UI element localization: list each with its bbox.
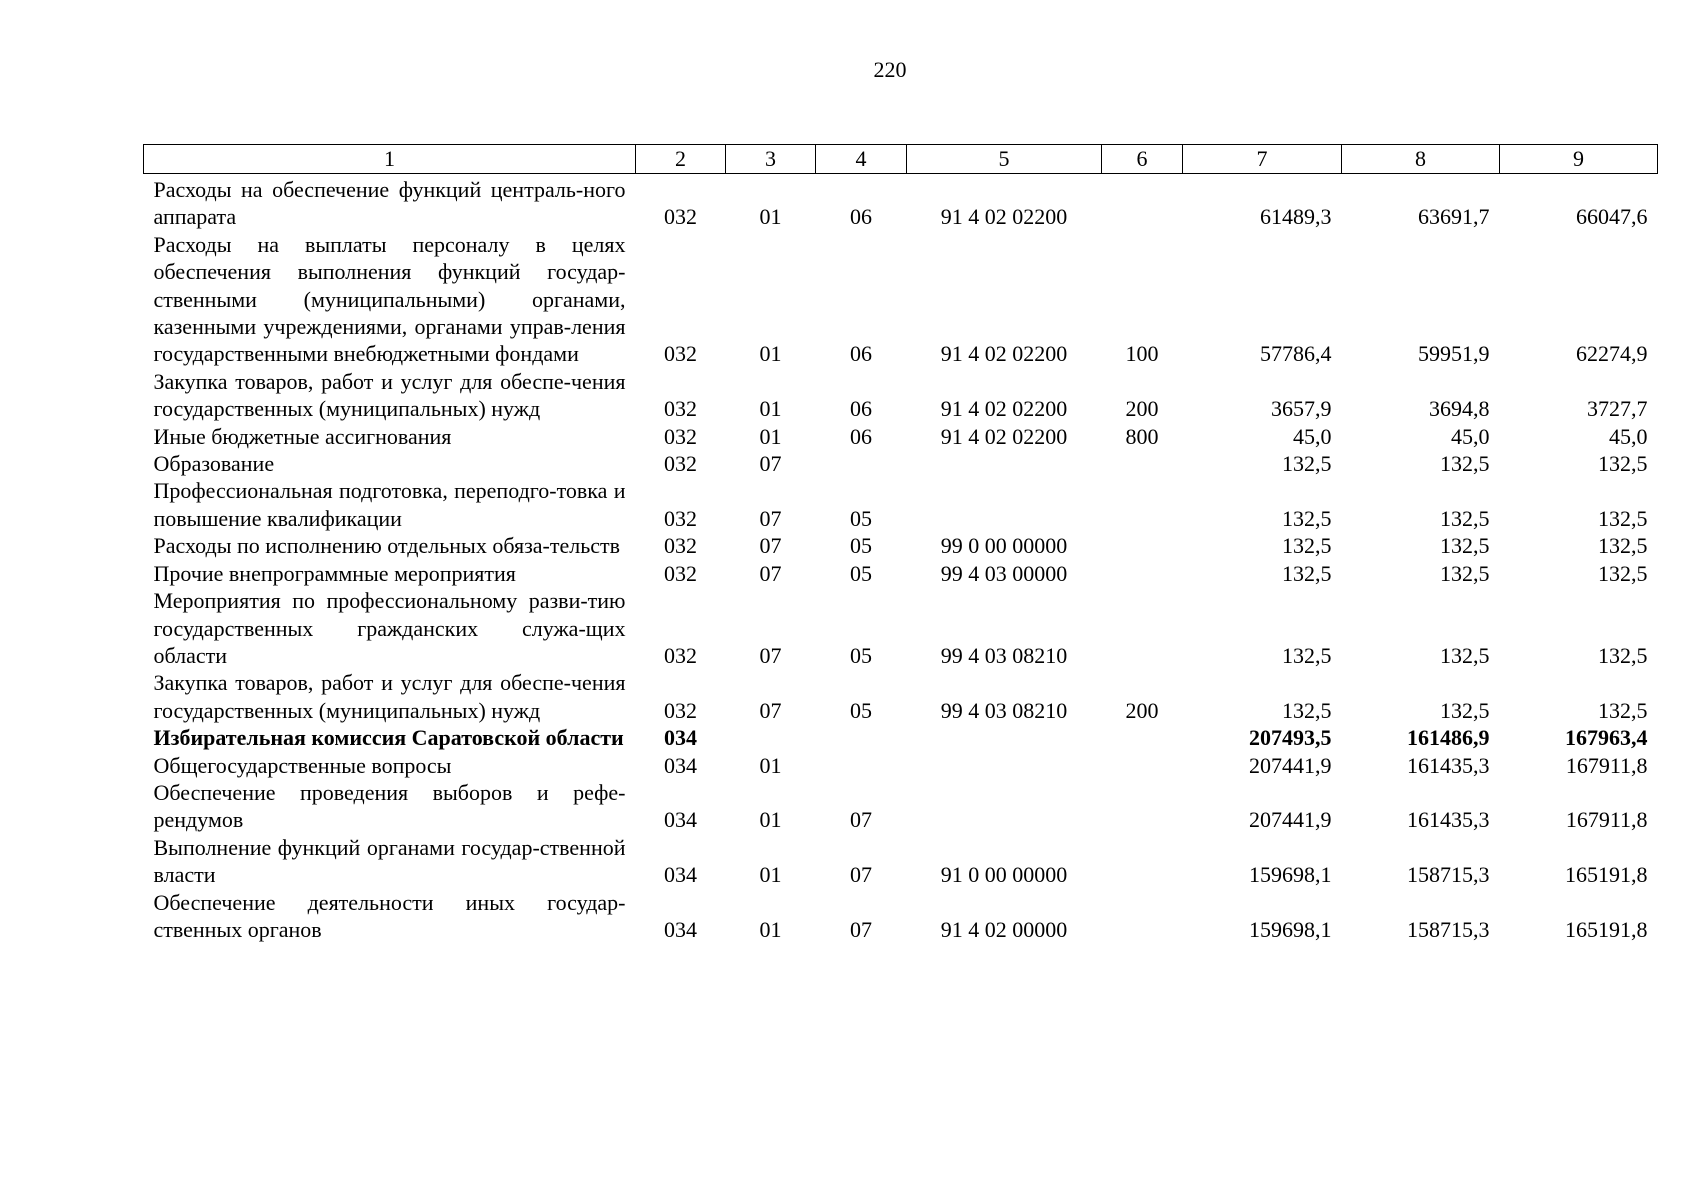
cell-amount-year-2: 158715,3	[1407, 916, 1490, 942]
table-row	[144, 752, 1658, 779]
table-row	[144, 368, 1658, 423]
cell-amount-year-3: 132,5	[1598, 533, 1648, 559]
cell-subsection: 05	[850, 697, 872, 723]
table-header-row	[144, 145, 1658, 174]
cell-amount-year-2: 161435,3	[1407, 752, 1490, 778]
cell-amount-year-2: 132,5	[1440, 533, 1490, 559]
table-body	[144, 174, 1658, 944]
cell-subsection: 06	[850, 341, 872, 367]
cell-name: Выполнение функций органами государ-ственной власти	[153, 834, 626, 888]
cell-name: Мероприятия по профессиональному разви-тию государственных гражданских служа-щих области	[153, 588, 626, 668]
cell-name: Обеспечение деятельности иных государ-ственных органов	[153, 889, 626, 942]
cell-expense-type	[1102, 532, 1183, 559]
cell-expense-type: 200	[1125, 396, 1159, 422]
cell-target-article	[907, 477, 1102, 532]
cell-amount-year-2: 158715,3	[1407, 862, 1490, 888]
cell-amount-year-3: 45,0	[1609, 423, 1648, 449]
cell-amount-year-3: 167911,8	[1565, 752, 1648, 778]
cell-expense-type: 200	[1125, 697, 1159, 723]
table-row	[144, 174, 1658, 231]
cell-amount-year-1: 132,5	[1282, 697, 1332, 723]
cell-name: Иные бюджетные ассигнования	[153, 423, 452, 449]
cell-name: Расходы по исполнению отдельных обяза-тельств	[153, 533, 621, 559]
cell-target-article: 91 4 02 02200	[940, 341, 1068, 367]
cell-target-article: 91 4 02 02200	[940, 423, 1068, 449]
cell-amount-year-3: 132,5	[1598, 697, 1648, 723]
cell-expense-type	[1102, 752, 1183, 779]
cell-section: 01	[759, 396, 782, 422]
cell-subsection: 05	[850, 560, 872, 586]
cell-expense-type	[1102, 834, 1183, 889]
table-row	[144, 560, 1658, 587]
cell-amount-year-1: 61489,3	[1260, 204, 1332, 230]
cell-ved: 032	[664, 341, 697, 367]
header-col-5: 5	[907, 145, 1102, 174]
cell-subsection: 07	[850, 807, 872, 833]
cell-amount-year-2: 132,5	[1440, 642, 1490, 668]
cell-subsection: 06	[850, 423, 872, 449]
cell-target-article: 99 0 00 00000	[940, 533, 1068, 559]
cell-section: 01	[759, 916, 782, 942]
cell-section	[726, 724, 816, 751]
table-row	[144, 423, 1658, 450]
table-row	[144, 450, 1658, 477]
cell-target-article	[907, 779, 1102, 834]
header-col-4: 4	[816, 145, 907, 174]
cell-ved: 032	[664, 697, 697, 723]
cell-target-article	[907, 450, 1102, 477]
cell-ved: 032	[664, 505, 697, 531]
table-row	[144, 532, 1658, 559]
cell-amount-year-3: 132,5	[1598, 505, 1648, 531]
cell-amount-year-1: 159698,1	[1249, 862, 1332, 888]
cell-amount-year-3: 132,5	[1598, 560, 1648, 586]
cell-amount-year-1: 57786,4	[1260, 341, 1332, 367]
table-row	[144, 724, 1658, 751]
table-row	[144, 889, 1658, 944]
cell-target-article: 99 4 03 00000	[940, 560, 1068, 586]
table-row	[144, 587, 1658, 669]
cell-section: 07	[759, 642, 782, 668]
cell-amount-year-2: 59951,9	[1418, 341, 1490, 367]
cell-expense-type	[1102, 889, 1183, 944]
cell-ved: 032	[664, 451, 697, 477]
cell-ved: 032	[664, 642, 697, 668]
cell-amount-year-1: 132,5	[1282, 560, 1332, 586]
table-row	[144, 779, 1658, 834]
cell-amount-year-2: 132,5	[1440, 697, 1490, 723]
cell-ved: 034	[664, 725, 697, 751]
cell-subsection	[816, 724, 907, 751]
cell-amount-year-1: 3657,9	[1271, 396, 1332, 422]
cell-subsection	[816, 752, 907, 779]
cell-expense-type	[1102, 779, 1183, 834]
cell-amount-year-3: 165191,8	[1565, 862, 1648, 888]
cell-amount-year-2: 63691,7	[1418, 204, 1490, 230]
cell-amount-year-3: 167963,4	[1565, 725, 1648, 751]
cell-subsection: 07	[850, 916, 872, 942]
cell-amount-year-1: 207441,9	[1249, 807, 1332, 833]
cell-expense-type: 800	[1125, 423, 1159, 449]
cell-section: 07	[759, 697, 782, 723]
cell-amount-year-3: 3727,7	[1587, 396, 1648, 422]
table-row	[144, 477, 1658, 532]
cell-target-article	[907, 724, 1102, 751]
cell-amount-year-2: 132,5	[1440, 451, 1490, 477]
cell-target-article	[907, 752, 1102, 779]
cell-subsection	[816, 450, 907, 477]
cell-name: Расходы на выплаты персоналу в целях обеспечения выполнения функций государ-ственными (муниципальными) органами, казенными учреждениями, органами управ-ления государственными внебюджетными фондами	[153, 231, 626, 367]
cell-ved: 032	[664, 533, 697, 559]
cell-name: Обеспечение проведения выборов и рефе-рендумов	[153, 779, 626, 833]
cell-section: 01	[759, 752, 782, 778]
cell-amount-year-3: 66047,6	[1576, 204, 1648, 230]
cell-amount-year-1: 132,5	[1282, 533, 1332, 559]
cell-name: Образование	[153, 451, 275, 477]
cell-section: 01	[759, 807, 782, 833]
cell-name: Закупка товаров, работ и услуг для обеспе-чения государственных (муниципальных) нужд	[153, 368, 626, 422]
header-col-2: 2	[636, 145, 726, 174]
cell-amount-year-3: 132,5	[1598, 451, 1648, 477]
cell-expense-type	[1102, 724, 1183, 751]
cell-target-article: 91 4 02 00000	[940, 916, 1068, 942]
cell-expense-type	[1102, 450, 1183, 477]
cell-amount-year-2: 161435,3	[1407, 807, 1490, 833]
cell-section: 07	[759, 560, 782, 586]
cell-subsection: 07	[850, 862, 872, 888]
header-col-8: 8	[1342, 145, 1500, 174]
cell-amount-year-1: 207441,9	[1249, 752, 1332, 778]
cell-amount-year-2: 161486,9	[1407, 725, 1490, 751]
cell-section: 07	[759, 533, 782, 559]
cell-target-article: 99 4 03 08210	[940, 642, 1068, 668]
header-col-9: 9	[1500, 145, 1658, 174]
cell-ved: 032	[664, 423, 697, 449]
cell-amount-year-2: 3694,8	[1429, 396, 1490, 422]
budget-table	[143, 144, 1658, 943]
header-col-3: 3	[726, 145, 816, 174]
cell-section: 01	[759, 204, 782, 230]
cell-expense-type	[1102, 560, 1183, 587]
cell-ved: 032	[664, 560, 697, 586]
cell-ved: 034	[664, 752, 697, 778]
cell-amount-year-1: 132,5	[1282, 642, 1332, 668]
cell-subsection: 05	[850, 505, 872, 531]
cell-expense-type: 100	[1125, 341, 1159, 367]
cell-section: 01	[759, 423, 782, 449]
cell-amount-year-2: 132,5	[1440, 505, 1490, 531]
cell-target-article: 91 0 00 00000	[940, 862, 1068, 888]
header-col-7: 7	[1183, 145, 1342, 174]
cell-amount-year-1: 132,5	[1282, 451, 1332, 477]
cell-amount-year-1: 132,5	[1282, 505, 1332, 531]
cell-name: Прочие внепрограммные мероприятия	[153, 560, 516, 586]
cell-section: 01	[759, 862, 782, 888]
cell-amount-year-2: 132,5	[1440, 560, 1490, 586]
cell-section: 07	[759, 505, 782, 531]
cell-ved: 032	[664, 396, 697, 422]
cell-subsection: 06	[850, 204, 872, 230]
cell-amount-year-3: 132,5	[1598, 642, 1648, 668]
cell-amount-year-3: 62274,9	[1576, 341, 1648, 367]
header-col-1: 1	[144, 145, 636, 174]
table-row	[144, 231, 1658, 368]
cell-name: Профессиональная подготовка, переподго-товка и повышение квалификации	[153, 478, 626, 531]
cell-amount-year-3: 165191,8	[1565, 916, 1648, 942]
cell-amount-year-2: 45,0	[1451, 423, 1490, 449]
cell-expense-type	[1102, 587, 1183, 669]
cell-expense-type	[1102, 477, 1183, 532]
header-col-6: 6	[1102, 145, 1183, 174]
cell-name: Закупка товаров, работ и услуг для обеспе-чения государственных (муниципальных) нужд	[153, 670, 626, 723]
cell-target-article: 91 4 02 02200	[940, 204, 1068, 230]
page-number: 220	[873, 57, 907, 82]
cell-ved: 034	[664, 916, 697, 942]
cell-target-article: 91 4 02 02200	[940, 396, 1068, 422]
cell-expense-type	[1102, 174, 1183, 231]
table-row	[144, 834, 1658, 889]
table-row	[144, 669, 1658, 724]
cell-amount-year-1: 207493,5	[1249, 725, 1332, 751]
cell-subsection: 05	[850, 533, 872, 559]
cell-subsection: 05	[850, 642, 872, 668]
cell-target-article: 99 4 03 08210	[940, 697, 1068, 723]
cell-name: Расходы на обеспечение функций централь-ного аппарата	[153, 177, 626, 230]
cell-name: Избирательная комиссия Саратовской области	[153, 725, 624, 751]
cell-amount-year-3: 167911,8	[1565, 807, 1648, 833]
cell-subsection: 06	[850, 396, 872, 422]
cell-amount-year-1: 45,0	[1293, 423, 1332, 449]
cell-section: 07	[759, 451, 782, 477]
cell-ved: 034	[664, 862, 697, 888]
cell-ved: 032	[664, 204, 697, 230]
cell-name: Общегосударственные вопросы	[153, 752, 452, 778]
cell-section: 01	[759, 341, 782, 367]
cell-ved: 034	[664, 807, 697, 833]
cell-amount-year-1: 159698,1	[1249, 916, 1332, 942]
